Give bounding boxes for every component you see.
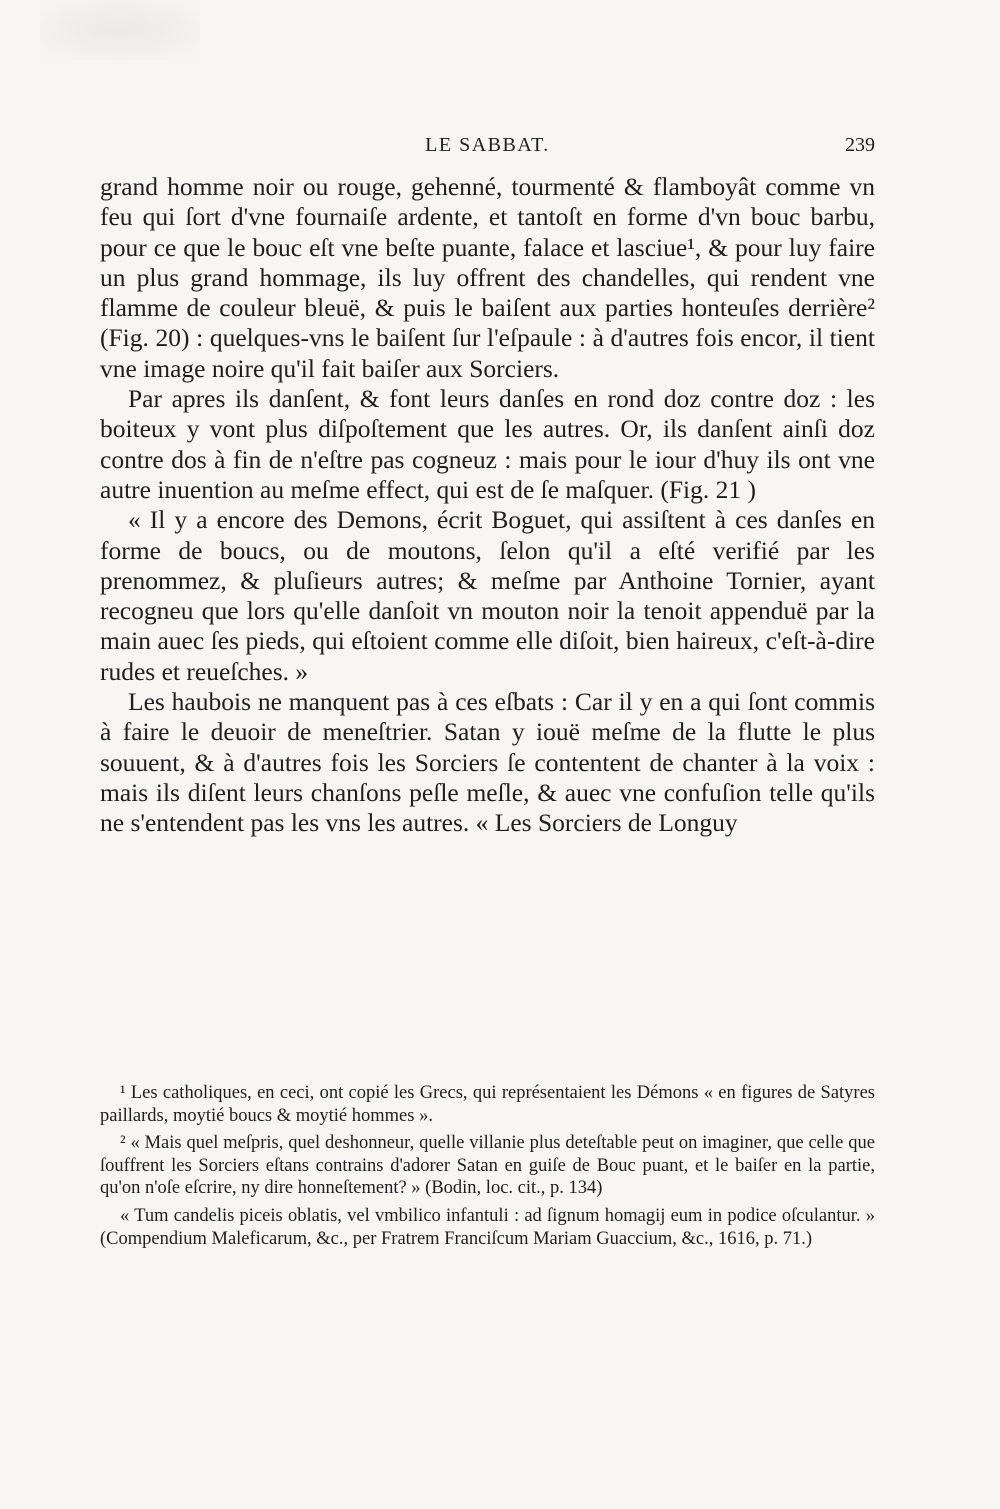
footnotes: [100, 1082, 875, 1255]
running-title: LE SABBAT.: [425, 134, 550, 156]
footnote: « Tum candelis piceis oblatis, vel vmbilico infantuli : ad ſignum homagij eum in podice oſculantur. » (Compendium Maleficarum, &c., per Fratrem Franciſcum Mariam Guaccium, &c., 1616, p. 71.): [100, 1205, 875, 1249]
paragraph: « Il y a encore des Demons, écrit Boguet, qui assiſtent à ces danſes en forme de boucs, ou de moutons, ſelon qu'il a eſté verifié par les prenommez, & pluſieurs autres; & meſme par Anthoine Tornier, ayant recogneu que lors qu'elle danſoit vn mouton noir la tenoit appenduë par la main auec ſes pieds, qui eſtoient comme elle diſoit, bien haireux, c'eſt-à-dire rudes et reueſches. »: [100, 505, 875, 686]
page-number: 239: [845, 134, 875, 156]
page-smudge: [40, 0, 200, 60]
footnote: ² « Mais quel meſpris, quel deshonneur, quelle villanie plus deteſtable peut on imaginer, que celle que ſouffrent les Sorciers eſtans contrains d'adorer Satan en guiſe de Bouc puant, et le baiſer en la partie, qu'on n'oſe eſcrire, ny dire honneſtement? » (Bodin, loc. cit., p. 134): [100, 1133, 875, 1199]
paragraph: grand homme noir ou rouge, gehenné, tourmenté & flamboyât comme vn feu qui ſort d'vne fournaiſe ardente, et tantoſt en forme d'vn bouc barbu, pour ce que le bouc eſt vne beſte puante, falace et lasciue¹, & pour luy faire un plus grand hommage, ils luy offrent des chandelles, qui rendent vne flamme de couleur bleuë, & puis le baiſent aux parties honteuſes derrière² (Fig. 20) : quelques-vns le baiſent ſur l'eſpaule : à d'autres fois encor, il tient vne image noire qu'il fait baiſer aux Sorciers.: [100, 172, 875, 383]
paragraph: Les haubois ne manquent pas à ces eſbats : Car il y en a qui ſont commis à faire le deuoir de meneſtrier. Satan y iouë meſme de la flutte le plus souuent, & à d'autres fois les Sorciers ſe contentent de chanter à la voix : mais ils diſent leurs chanſons peſle meſle, & auec vne confuſion telle qu'ils ne s'entendent pas les vns les autres. « Les Sorciers de Longuy: [100, 687, 875, 838]
main-text: [100, 172, 875, 839]
paragraph: Par apres ils danſent, & font leurs danſes en rond doz contre doz : les boiteux y vont plus diſpoſtement que les autres. Or, ils danſent ainſi doz contre dos à fin de n'eſtre pas cogneuz : mais pour le iour d'huy ils ont vne autre inuention au meſme effect, qui est de ſe maſquer. (Fig. 21 ): [100, 384, 875, 504]
footnote: ¹ Les catholiques, en ceci, ont copié les Grecs, qui représentaient les Démons « en figures de Satyres paillards, moytié boucs & moytié hommes ».: [100, 1083, 875, 1126]
page-header: [100, 128, 875, 168]
